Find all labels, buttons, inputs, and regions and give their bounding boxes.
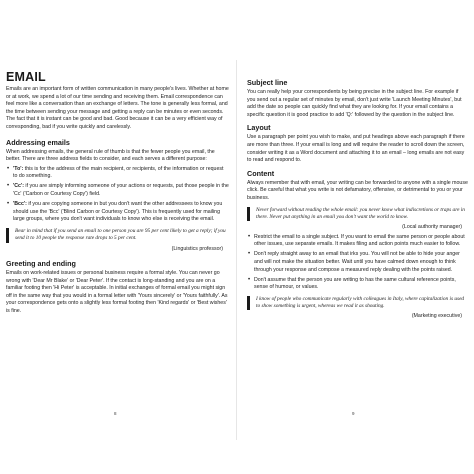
quote-attribution: (Linguistics professor) [171,245,223,252]
quote-text: Never forward without reading the whole email: you never know what indiscretions or traps are in there. Never put anything in an email you don't want the world to know. [256,206,465,220]
list-item [6,166,229,181]
subject-paragraph: You can really help your correspondents by being precise in the subject line. For example if you send out a regular set of minutes by email, don't just write 'Launch Meeting Minutes', but add the date so people can quickly find what they are looking for. If your email contains a specific question it is good practice to add 'Q:' followed by the question in the subject line. [247,89,462,118]
intro-paragraph: Emails are an important form of written communication in many people's lives. Whether at home or at work, we spend a lot of our time sending and receiving them. Email correspondence can feel more like a conversation than an exchange of letters. The tone is generally less formal, and the time between sending your message and getting a reply can be minutes or even seconds. The fact that it is instant can be good and bad. Good because it can be a very efficient way of corresponding, bad if you write quickly and carelessly. [6,86,229,130]
list-item: • Restrict the email to a single subject. If you want to email the same person or people about other issues, use separate emails. It makes filing and action points much easier to follow. [247,234,468,249]
list-item [6,201,229,224]
quote-bar [247,296,250,311]
quote-text: Bear in mind that if you send an email to one person you are 95 per cent likely to get a reply; if you send it to 10 people the response rate drops to 5 per cent. [15,227,226,242]
quote-attribution: (Marketing executive) [411,313,462,320]
heading-subject-line: Subject line [247,78,288,87]
bullet-term: 'To': [13,165,24,172]
quote-bar [6,228,9,243]
pull-quote [247,296,468,311]
page-number-left: 8 [114,411,117,416]
heading-layout: Layout [247,123,271,133]
list-item [6,183,229,198]
quote-text: I know of people who communicate regularly with colleagues in Italy, where capitalization is used to show something is urgent, whereas we read it as shouting. [256,295,465,310]
content-rules-list [247,234,468,292]
bullet-text: if you are simply informing someone of your actions or requests, put those people in the 'Cc' ('Carbon or Courtesy Copy') field. [13,183,229,198]
bullet-term: 'Cc': [13,183,24,190]
page-number-right: 9 [352,411,355,416]
addressing-intro: When addressing emails, the general rule of thumb is that the fewer people you email, the better. There are three address fields to consider, and each serves a different purpose: [6,148,215,163]
content-intro: Always remember that with email, your writing can be forwarded to anyone with a single mouse click. Be careful that what you write is not defamatory, offensive, or detrimental to you or your business. [247,179,468,201]
greeting-paragraph: Emails on work-related issues or personal business require a formal style. You can never go wrong with 'Dear Mr Blake' or 'Dear Peter'. If the contact is long-standing and you are on a familiar footing then 'Hi Peter' is acceptable. In initial exchanges of formal email you might sign off in the same way that you would in a formal letter with 'Yours sincerely' or 'Yours faithfully'. As your correspondence gets onto a slightly less formal footing then 'Kind regards' or 'Best wishes' is fine. [6,270,228,315]
quote-bar [247,207,250,222]
heading-content: Content [247,168,275,178]
right-page [237,0,474,474]
list-item: • Don't reply straight away to an email that irks you. You will not be able to hide your anger and will not make the situation better. Wait until you have calmed down enough to think through your response and compose a measured reply dealing with the points raised. [247,251,468,274]
quote-attribution: (Local authority manager) [402,224,462,231]
address-field-list [6,166,229,224]
chapter-title: EMAIL [6,70,46,84]
bullet-text: this is for the address of the main recipient, or recipients, of the information or request to do something. [13,165,224,180]
heading-addressing: Addressing emails [6,137,70,147]
pull-quote [6,228,229,243]
list-item: • Don't assume that the person you are writing to has the same cultural reference points, sense of humour, or values. [247,277,468,292]
bullet-term: 'Bcc': [13,201,27,208]
bullet-text: if you are copying someone in but you don't want the other addressees to know you should use the 'Bcc' ('Blind Carbon or Courtesy Copy'). This is frequently used for mailing large groups, where you don't want individuals to know who else is receiving the email. [13,201,223,223]
heading-greeting: Greeting and ending [6,259,76,269]
layout-paragraph: Use a paragraph per point you wish to make, and put headings above each paragraph if there are more than three. If your email is long and will require the reader to scroll down the screen, consider writing it as a Word document and attaching it to an email – long emails are not easy to read and respond to. [247,134,465,164]
pull-quote [247,207,468,222]
